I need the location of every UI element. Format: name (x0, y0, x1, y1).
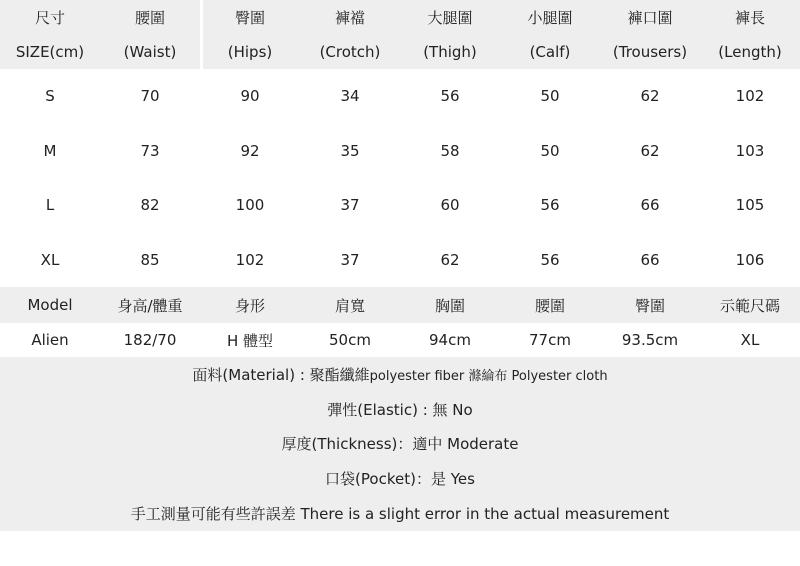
table-cell: 58 (440, 141, 460, 160)
table-cell: 70 (140, 87, 160, 106)
table-row (0, 178, 800, 233)
model-cell: XL (740, 331, 760, 349)
table-cell: 102 (735, 87, 765, 106)
table-cell: 60 (440, 196, 460, 215)
model-cell: 94cm (429, 331, 471, 349)
product-info-panel (0, 357, 800, 531)
model-cell: 77cm (529, 331, 571, 349)
model-info-row (0, 323, 800, 357)
size-label: XL (40, 250, 60, 269)
table-row (0, 69, 800, 124)
header-row-chinese (0, 0, 800, 34)
table-cell: 56 (540, 250, 560, 269)
header-row-english (0, 34, 800, 69)
table-cell: 34 (340, 87, 360, 106)
size-label: S (45, 87, 55, 106)
thickness-line: 厚度(Thickness)：適中 Moderate (281, 435, 519, 454)
table-cell: 103 (735, 141, 765, 160)
model-header-cell: 身高/體重 (117, 296, 183, 315)
table-cell: 62 (640, 141, 660, 160)
table-cell: 82 (140, 196, 160, 215)
table-cell: 50 (540, 87, 560, 106)
material-value: polyester fiber 滌綸布 Polyester cloth (369, 368, 608, 384)
table-row (0, 233, 800, 288)
table-cell: 106 (735, 250, 765, 269)
model-header-cell: 胸圍 (434, 296, 465, 315)
table-cell: 37 (340, 250, 360, 269)
table-cell: 105 (735, 196, 765, 215)
table-cell: 35 (340, 141, 360, 160)
header-cell: (Hips) (227, 42, 273, 61)
table-cell: 102 (235, 250, 265, 269)
header-cell: 褲襠 (334, 8, 365, 27)
header-cell: 尺寸 (34, 8, 65, 27)
header-cell: (Calf) (529, 42, 571, 61)
pocket-line: 口袋(Pocket)：是 Yes (325, 470, 475, 489)
model-header-cell: 腰圍 (534, 296, 565, 315)
header-cell: (Crotch) (319, 42, 381, 61)
table-cell: 56 (540, 196, 560, 215)
table-cell: 62 (440, 250, 460, 269)
model-cell: H 體型 (226, 331, 274, 350)
table-cell: 37 (340, 196, 360, 215)
table-cell: 66 (640, 196, 660, 215)
model-header-row (0, 287, 800, 323)
model-cell: 182/70 (123, 331, 177, 349)
model-header-cell: 身形 (234, 296, 265, 315)
model-header-cell: 肩寬 (334, 296, 365, 315)
model-cell: 93.5cm (621, 331, 679, 349)
header-cell: (Length) (718, 42, 782, 61)
size-label: M (43, 141, 57, 160)
header-cell: 臀圍 (234, 8, 265, 27)
table-cell: 66 (640, 250, 660, 269)
table-cell: 100 (235, 196, 265, 215)
size-table-body (0, 69, 800, 287)
model-header-cell: Model (27, 296, 73, 314)
table-row (0, 124, 800, 179)
header-cell: 腰圍 (134, 8, 165, 27)
size-label: L (45, 196, 55, 215)
model-cell: Alien (31, 331, 69, 349)
measurement-note: 手工測量可能有些許誤差 There is a slight error in the actual measurement (130, 505, 670, 524)
header-cell: 小腿圍 (527, 8, 573, 27)
header-cell: (Thigh) (423, 42, 477, 61)
header-cell: (Trousers) (612, 42, 688, 61)
table-cell: 92 (240, 141, 260, 160)
table-cell: 90 (240, 87, 260, 106)
model-cell: 50cm (329, 331, 371, 349)
table-cell: 73 (140, 141, 160, 160)
model-header-cell: 示範尺碼 (719, 296, 780, 315)
table-cell: 50 (540, 141, 560, 160)
header-cell: 大腿圍 (427, 8, 473, 27)
header-cell: SIZE(cm) (15, 42, 85, 61)
table-cell: 56 (440, 87, 460, 106)
header-cell: (Waist) (123, 42, 177, 61)
elastic-line: 彈性(Elastic) : 無 No (327, 400, 473, 419)
material-line (0, 357, 800, 392)
header-cell: 褲長 (734, 8, 765, 27)
header-cell: 褲口圍 (627, 8, 673, 27)
table-cell: 85 (140, 250, 160, 269)
model-header-cell: 臀圍 (634, 296, 665, 315)
material-label: 面料(Material) : 聚酯纖維 (192, 365, 370, 384)
table-cell: 62 (640, 87, 660, 106)
